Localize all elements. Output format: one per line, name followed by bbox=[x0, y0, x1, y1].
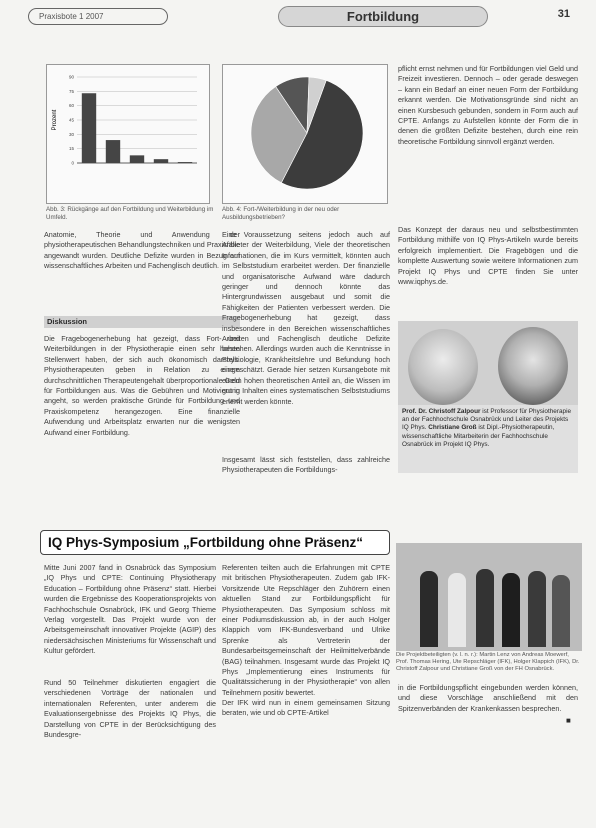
symposium-col1-b: Rund 50 Teilnehmer diskutierten engagiert die verschiedenen Vorträge der nationalen und internationalen Referenten, unter anderem die Evaluationsergebnisse des Projekts IQ Phys, die Darstellung von CPTE in der Berücksichtigung des Bundesgre- bbox=[44, 678, 216, 740]
author1-name: Prof. Dr. Christoff Zalpour bbox=[402, 408, 481, 415]
col2-bottom-text: Insgesamt lässt sich feststellen, dass zahlreiche Physiotherapeuten die Fortbildungs- bbox=[222, 455, 390, 475]
y-tick-label: 90 bbox=[68, 74, 74, 80]
col1-top-text: Anatomie, Theorie und Anwendung der physiotherapeutischen Behandlungstechniken und Praxisfälle angewandt wurden. Deutliche Defizite wurden in Bezug auf wissenschaftliches Arbeiten und Fachenglisch deutlich. bbox=[44, 230, 240, 271]
group-photo bbox=[396, 543, 582, 651]
symposium-col2-b: Der IFK wird nun in einem gemeinsamen Sitzung beraten, wie und ob CPTE-Artikel bbox=[222, 698, 390, 718]
discussion-heading: Diskussion bbox=[44, 316, 240, 328]
bar bbox=[154, 159, 168, 163]
group-photo-person bbox=[476, 569, 494, 647]
author2-name: Christiane Groß bbox=[428, 424, 477, 432]
group-photo-caption: Die Projektbeteiligten (v. l. n. r.): Martin Lenz von Andreas Moewerf, Prof. Thomas Hering, Ute Repschläger (IFK), Holger Klappich (IFK), Dr. Christoff Zalpour und Christiane Groß von der FH Osnabrück. bbox=[396, 652, 580, 673]
page-number: 31 bbox=[557, 8, 570, 20]
pie-chart bbox=[223, 65, 387, 203]
group-photo-person bbox=[502, 573, 520, 647]
author-photo-zalpour bbox=[408, 329, 478, 405]
group-photo-person bbox=[552, 575, 570, 647]
symposium-col1-a: Mitte Juni 2007 fand in Osnabrück das Symposium „IQ Phys und CPTE: Continuing Physiotherapy Education – Fortbildung ohne Präsenz“ statt. Hierbei wurden die Ergebnisse des Kooperationsprojekts von Fachhochschule Osnabrück, IFK und Georg Thieme Verlag vorgestellt. Das Projekt wurde von der Arbeitsgemeinschaft innovativer Projekte (AGIP) des niedersächsischen Ministeriums für Wissenschaft und Kultur gefördert. bbox=[44, 563, 216, 656]
group-photo-person bbox=[448, 573, 466, 647]
bar bbox=[106, 140, 120, 163]
y-axis-label: Prozent bbox=[52, 109, 58, 131]
group-photo-person bbox=[420, 571, 438, 647]
author1-text: ist Professor für Physiotherapie an der Fachhochschule Osnabrück und Leiter des Projekts IQ Phys. bbox=[402, 408, 572, 432]
end-mark: ■ bbox=[566, 716, 571, 725]
section-title: Fortbildung bbox=[278, 6, 488, 27]
col2-top-text: Eine Voraussetzung seitens jedoch auch auf Anbieter der Weiterbildung, Viele der theoretischen Informationen, die im Kurs vermittelt, könnten auch im Selbststudium erarbeitet werden. Der finanzielle und organisatorische Aufwand wäre dadurch geringer und dennoch könnte das Hintergrundwissen ausgebaut und somit die Fähigkeiten der Patienten verbessert werden. Die Fragebogenerhebung hat gezeigt, dass insbesondere in den Bereichen wissenschaftliches Arbeiten und Fachenglisch deutliche Defizite bestehen. Allerdings wurden auch die Kenntnisse in Physiologie, Krankheitslehre und Befundung hoch eingeschätzt. Gerade hier setzen Kursangebote mit einem hohen theoretischen Anteil an, die Wissen im gut in Inhalten eines systematischen Selbststudiums erlernt werden könnte. bbox=[222, 230, 390, 406]
symposium-col2-a: Referenten teilten auch die Erfahrungen mit CPTE mit britischen Physiotherapeuten. Zudem gab IFK-Vorsitzende Ute Repschläger den Zuhörern einen aktuellen Stand zur Fortbildungspflicht für Physiotherapeuten. Das Symposium schloss mit einer Podiumsdiskussion ab, in der auch Holger Klappich vom IFK-Bundesverband und Ulrike Sprenke als Vertreterin der Bundesarbeitsgemeinschaft der Heilmittelverbände (BAG) teilnahmen. Insgesamt wurde das Projekt IQ Phys „Implementierung eines Instruments für Qualitätssicherung in der Physiotherapie“ von allen Teilnehmern positiv bewertet. bbox=[222, 563, 390, 697]
figure1-caption: Abb. 3: Rückgänge auf den Fortbildung und Weiterbildung im Umfeld. bbox=[46, 206, 214, 221]
pie-chart-figure bbox=[222, 64, 388, 204]
discussion-text: Die Fragebogenerhebung hat gezeigt, dass Fort- und Weiterbildungen in der Physiotherapie einen sehr hohen Stellenwert haben, der sich auch ökonomisch darstellt. Physiotherapeuten geben in Relation zu einem durchschnittlichen Therapeutengehalt überproportionale Geld für Fortbildungen aus. Was die Gebühren und Motivierung angeht, so werden praktische Gründe für Fortbildung und Praxiskompetenz herangezogen. Eine finanzielle Aufwendung und Arbeitsplatz erwarten nur die wenigsten Aufwand einer Fortbildung. bbox=[44, 334, 240, 437]
group-photo-person bbox=[528, 571, 546, 647]
y-tick-label: 30 bbox=[68, 131, 74, 137]
author-photos bbox=[398, 321, 578, 405]
col3-mid-text: Das Konzept der daraus neu und selbstbestimmten Fortbildung mithilfe von IQ Phys-Artikeln wurde bereits erfolgreich implementiert. Die Fragebögen und die komplette Auswertung sowie weitere Informationen zum Projekt IQ Phys und CPTE finden Sie unter www.iqphys.de. bbox=[398, 225, 578, 287]
bar-chart-figure bbox=[46, 64, 210, 204]
bar bbox=[130, 155, 144, 163]
figure2-caption: Abb. 4: Fort-/Weiterbildung in der neu oder Ausbildungsbetrieben? bbox=[222, 206, 340, 221]
page-header bbox=[28, 6, 576, 28]
y-tick-label: 15 bbox=[68, 146, 74, 152]
author-caption bbox=[398, 405, 578, 473]
y-tick-label: 75 bbox=[68, 88, 74, 94]
symposium-title: IQ Phys-Symposium „Fortbildung ohne Präsenz“ bbox=[48, 535, 364, 550]
author-photo-gross bbox=[498, 327, 568, 405]
y-tick-label: 0 bbox=[71, 160, 74, 166]
y-tick-label: 60 bbox=[68, 103, 74, 109]
issue-label: Praxisbote 1 2007 bbox=[28, 8, 168, 25]
bar-chart bbox=[47, 65, 209, 203]
col3-top-text: pflicht ernst nehmen und für Fortbildungen viel Geld und Freizeit investieren. Dennoch – oder gerade deswegen – kann ein Bedarf an einer neuen Form der Fortbildung erkannt werden. Die Motivationsgründe sind nicht an einen Kursbesuch gebunden, sondern in Form auch auf CPTE. Anfangs zu Aufstellen könnte der Form die in denen die größten Defizite bestehen, durch eine rein theoretische Fortbildung sinnvoll ergänzt werden. bbox=[398, 64, 578, 146]
bar bbox=[82, 93, 96, 163]
symposium-col3: in die Fortbildungspflicht eingebunden werden können, und diese Vorschläge anschließend mit den Spitzenverbänden der Krankenkassen besprechen. bbox=[398, 683, 578, 713]
author2-text: ist Dipl.-Physiotherapeutin, wissenschaftliche Mitarbeiterin der Fachhochschule Osnabrück im Projekt IQ Phys. bbox=[402, 424, 555, 448]
bar bbox=[178, 162, 192, 163]
y-tick-label: 45 bbox=[68, 117, 74, 123]
